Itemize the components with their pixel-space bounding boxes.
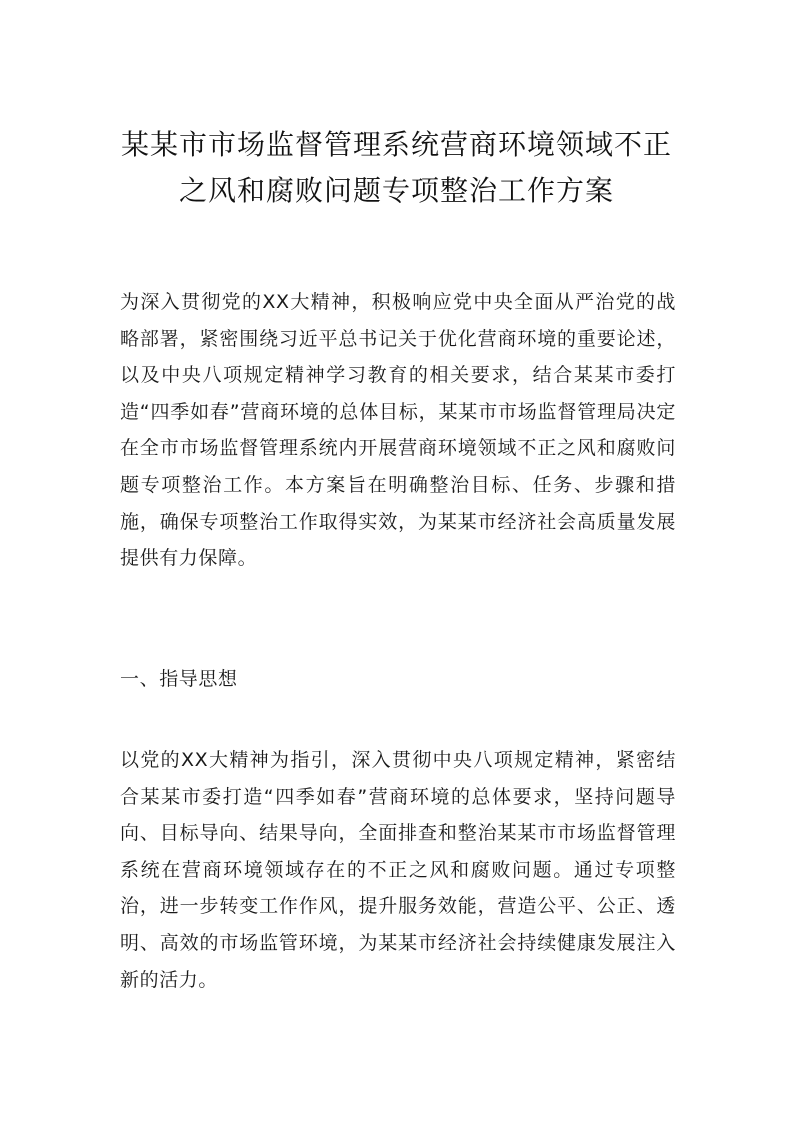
document-title: 某某市市场监督管理系统营商环境领域不正之风和腐败问题专项整治工作方案: [120, 128, 672, 207]
intro-paragraph: 为深入贯彻党的XX大精神，积极响应党中央全面从严治党的战略部署，紧密围绕习近平总书记关于优化营商环境的重要论述，以及中央八项规定精神学习教育的相关要求，结合某某市委打造“四季如春”营商环境的总体目标，某某市市场监督管理局决定在全市市场监督管理系统内开展营商环境领域不正之风和腐败问题专项整治工作。本方案旨在明确整治目标、任务、步骤和措施，确保专项整治工作取得实效，为某某市经济社会高质量发展提供有力保障。: [120, 291, 676, 570]
section-heading-guiding-ideology: 一、指导思想: [120, 668, 238, 690]
guiding-ideology-paragraph: 以党的XX大精神为指引，深入贯彻中央八项规定精神，紧密结合某某市委打造“四季如春”营商环境的总体要求，坚持问题导向、目标导向、结果导向，全面排查和整治某某市市场监督管理系统在营商环境领域存在的不正之风和腐败问题。通过专项整治，进一步转变工作作风，提升服务效能，营造公平、公正、透明、高效的市场监管环境，为某某市经济社会持续健康发展注入新的活力。: [120, 749, 676, 991]
